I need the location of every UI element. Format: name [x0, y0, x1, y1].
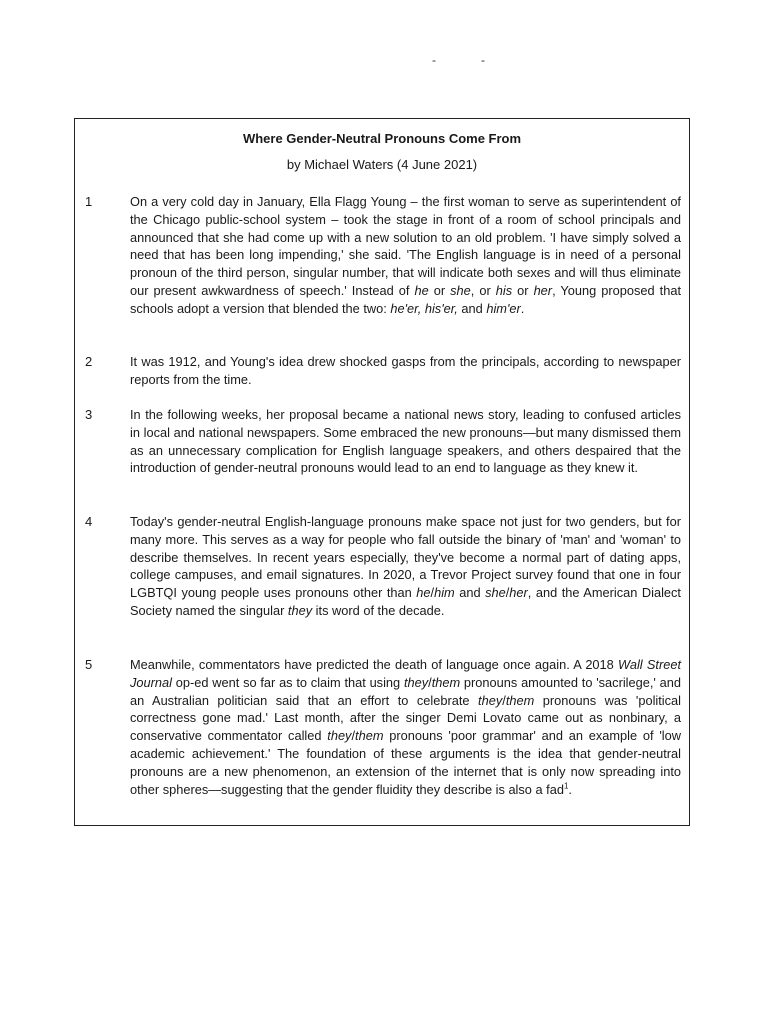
italic-run: they [478, 692, 503, 708]
italic-run: Wall Street Journal [130, 657, 681, 690]
footnote-marker: 1 [563, 781, 569, 791]
italic-run: his [495, 282, 513, 298]
text-run: / [351, 728, 356, 744]
italic-run: he [416, 585, 431, 601]
text-run: or [428, 282, 451, 298]
article-box [74, 118, 690, 826]
header-mark: - [432, 53, 436, 67]
text-run: / [502, 692, 506, 708]
article-byline: by Michael Waters (4 June 2021) [286, 157, 478, 172]
text-run: Meanwhile, commentators have predicted the death of language once again. A 2018 [130, 657, 618, 672]
text-run: or [512, 282, 534, 298]
italic-run: them [431, 674, 461, 690]
italic-run: they [403, 674, 429, 690]
italic-run: she [485, 585, 506, 601]
text-run: and [457, 300, 487, 316]
paragraph-number: 1 [85, 194, 93, 209]
italic-run: he'er, his'er, [390, 300, 458, 316]
italic-run: she [450, 282, 471, 298]
header-marks [0, 54, 768, 66]
italic-run: him [434, 585, 455, 601]
italic-run: he [414, 282, 429, 298]
article-title: Where Gender-Neutral Pronouns Come From [242, 131, 522, 146]
italic-run: her [533, 282, 553, 298]
text-run: / [505, 585, 510, 601]
text-run: . [568, 781, 572, 797]
italic-run: them [355, 728, 384, 744]
text-run: It was 1912, and Young's idea drew shocked gasps from the principals, according to newspaper reports from the time. [130, 354, 681, 387]
text-run: / [430, 585, 435, 601]
paragraph-number: 3 [85, 407, 93, 422]
paragraph-text [130, 193, 681, 318]
text-run: On a very cold day in January, Ella Flagg Young – the first woman to serve as superintendent of the Chicago public-school system – took the stage in front of a room of school principals and announced that she had come up with a new solution to an old problem. 'I have simply solved a need that has been long impending,' she said. 'The English language is in need of a personal pronoun of the third person, singular number, that will indicate both sexes and will thus eliminate our present awkwardness of speech.' Instead of [130, 194, 681, 298]
paragraph-text [130, 513, 681, 620]
text-run: op-ed went so far as to claim that using [171, 674, 404, 690]
italic-run: they [327, 728, 352, 744]
text-run: . [520, 300, 525, 316]
paragraph-number: 4 [85, 514, 93, 529]
paragraph-number: 5 [85, 657, 93, 672]
text-run: In the following weeks, her proposal became a national news story, leading to confused articles in local and national newspapers. Some embraced the new pronouns—but many dismissed them as an unnecessary complication for English language speakers, and others despaired that the introduction of gender-neutral pronouns would lead to an end to language as they knew it. [130, 407, 681, 476]
text-run: / [428, 674, 432, 690]
text-run: and [454, 585, 486, 601]
paragraph-number: 2 [85, 354, 93, 369]
italic-run: her [509, 585, 528, 601]
paragraph-text [130, 353, 681, 389]
paragraph-text [130, 656, 681, 798]
italic-run: them [505, 692, 535, 708]
text-run: , or [470, 282, 496, 298]
text-run: Today's gender-neutral English-language pronouns make space not just for two genders, but for many more. This serves as a way for people who fall outside the binary of 'man' and 'woman' to describe themselves. In recent years especially, they've become a normal part of dating apps, college campuses, and email signatures. In 2020, a Trevor Project survey found that one in four LGBTQI young people uses pronouns other than [130, 514, 681, 601]
text-run: , and the American Dialect Society named the singular [130, 585, 681, 618]
text-run: pronouns was 'political correctness gone mad.' Last month, after the singer Demi Lovato came out as nonbinary, a conservative commentator called [130, 692, 682, 744]
text-run: pronouns 'poor grammar' and an example of 'low academic achievement.' The foundation of these arguments is the idea that gender-neutral pronouns are a new phenomenon, an extension of the internet that is only now spreading into other spheres—suggesting that the gender fluidity they describe is also a fad [130, 728, 681, 797]
text-run: pronouns amounted to 'sacrilege,' and an Australian politician said that an effort to celebrate [130, 674, 681, 708]
italic-run: him'er [486, 300, 521, 316]
paragraph-text [130, 406, 681, 477]
header-mark: - [481, 53, 485, 67]
text-run: , Young proposed that schools adopt a version that blended the two: [130, 282, 681, 316]
italic-run: they [287, 602, 313, 618]
text-run: its word of the decade. [312, 602, 445, 618]
